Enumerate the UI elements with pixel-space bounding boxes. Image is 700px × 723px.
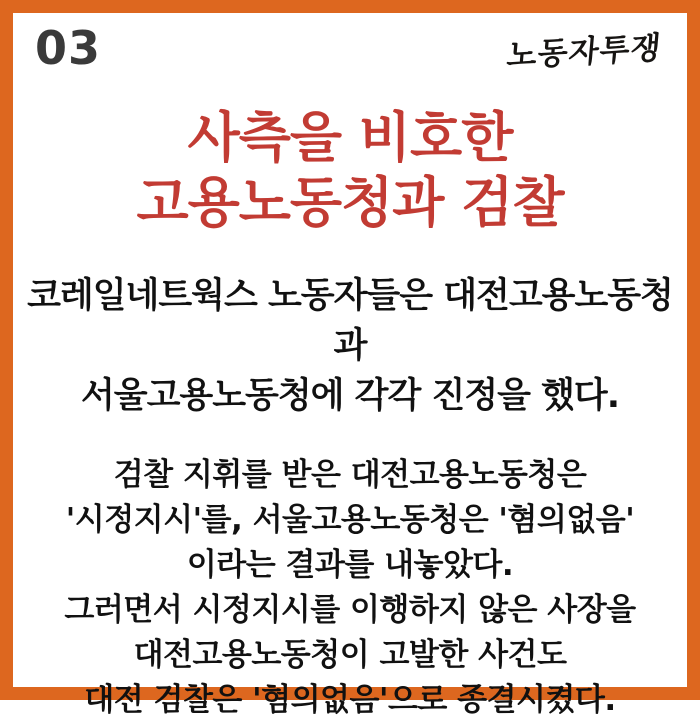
paragraph2-line-2: '시정지시'를, 서울고용노동청은 '혐의없음'	[65, 502, 635, 538]
nodongja-tujaeng-logo: 노동자투쟁	[505, 29, 664, 75]
paragraph-result	[13, 453, 687, 723]
paragraph-complaint	[13, 271, 687, 421]
paragraph2-line-5: 대전고용노동청이 고발한 사건도	[133, 637, 567, 673]
paragraph2-line-6: 대전 검찰은 '혐의없음'으로 종결시켰다.	[84, 682, 616, 718]
page-number: 03	[35, 21, 102, 75]
card-background	[13, 13, 687, 718]
paragraph2-line-4: 그러면서 시정지시를 이행하지 않은 사장을	[64, 592, 636, 628]
card-header	[13, 13, 687, 87]
title-line-1: 사측을 비호한	[187, 106, 513, 169]
paragraph2-line-1: 검찰 지휘를 받은 대전고용노동청은	[113, 457, 587, 493]
paragraph1-line-1: 코레일네트웍스 노동자들은 대전고용노동청과	[27, 276, 673, 366]
title-line-2: 고용노동청과 검찰	[136, 171, 564, 234]
card-title	[13, 105, 687, 235]
paragraph2-line-3: 이라는 결과를 내놓았다.	[186, 547, 514, 583]
paragraph1-line-2: 서울고용노동청에 각각 진정을 했다.	[80, 376, 619, 416]
